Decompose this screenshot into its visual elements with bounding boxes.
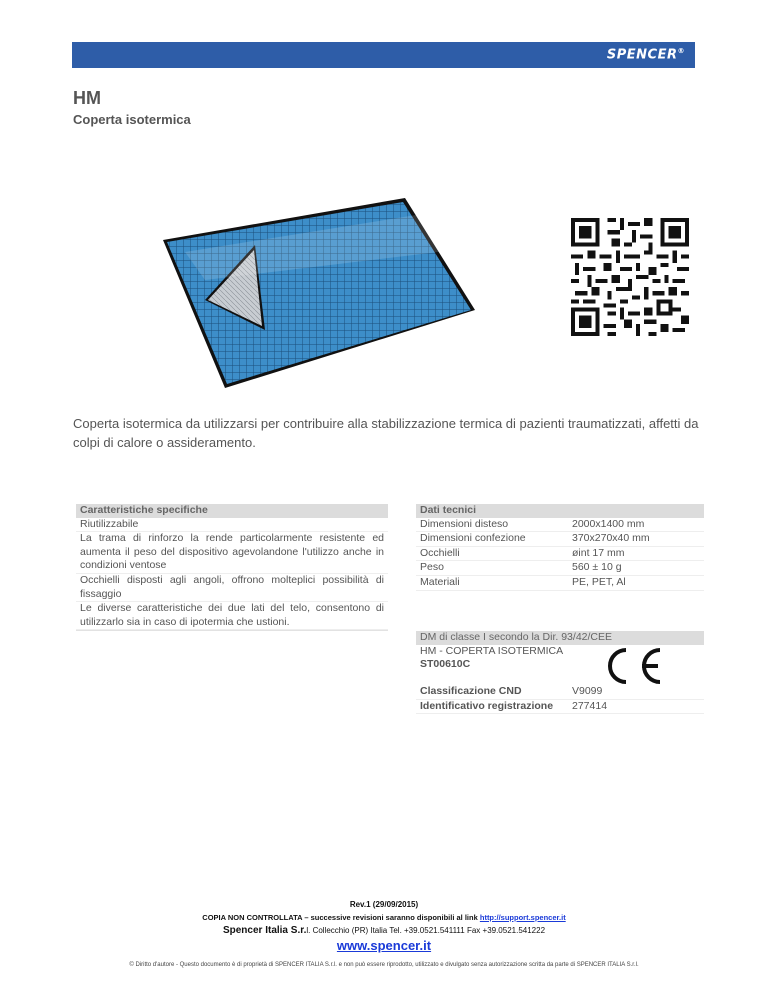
table-row xyxy=(416,518,704,532)
copyright-notice: © Diritto d'autore - Questo documento è di proprietà di SPENCER ITALIA S.r.l. e non può essere riprodotto, utilizzato e divulgato senza autorizzazione scritta da parte di SPENCER ITALIA S.r.l. xyxy=(129,962,639,968)
classification-table xyxy=(416,685,704,714)
product-name: Coperta isotermica xyxy=(73,112,191,127)
website-block xyxy=(0,938,768,953)
product-line: HM - COPERTA ISOTERMICA xyxy=(420,644,564,657)
features-title: Caratteristiche specifiche xyxy=(76,504,388,518)
header-banner xyxy=(72,42,695,68)
support-link[interactable]: http://support.spencer.it xyxy=(479,913,566,922)
spec-value: 2000x1400 mm xyxy=(568,518,704,532)
spec-label: Dimensioni disteso xyxy=(416,518,568,532)
spec-value: PE, PET, Al xyxy=(568,575,704,590)
technical-data-table xyxy=(416,518,704,591)
table-row xyxy=(416,699,704,714)
spec-value: 370x270x40 mm xyxy=(568,532,704,547)
feature-item: Le diverse caratteristiche dei due lati del telo, consentono di utilizzarlo sia in caso di ipotermia che ustioni. xyxy=(76,602,388,630)
features-box xyxy=(76,504,388,631)
article-code: ST00610C xyxy=(420,658,471,671)
product-description: Coperta isotermica da utilizzarsi per contribuire alla stabilizzazione termica di pazienti traumatizzati, affetti da colpi di calore o assideramento. xyxy=(73,416,699,450)
classification-value: V9099 xyxy=(568,685,704,699)
feature-item: La trama di rinforzo la rende particolarmente resistente ed aumenta il peso del dispositivo agevolandone l'utilizzo anche in condizioni ventose xyxy=(76,532,388,574)
spec-value: øint 17 mm xyxy=(568,546,704,561)
table-row xyxy=(416,685,704,699)
blanket-photo xyxy=(155,190,485,390)
website-link[interactable]: www.spencer.it xyxy=(336,938,432,953)
product-code: HM xyxy=(73,88,101,108)
company-name: Spencer Italia S.r. xyxy=(222,925,307,936)
feature-item: Occhielli disposti agli angoli, offrono molteplici possibilità di fissaggio xyxy=(76,574,388,602)
spec-label: Occhielli xyxy=(416,546,568,561)
spec-label: Materiali xyxy=(416,575,568,590)
spec-label: Dimensioni confezione xyxy=(416,532,568,547)
table-row xyxy=(416,546,704,561)
qr-code xyxy=(565,218,695,336)
spec-label: Peso xyxy=(416,561,568,576)
table-row xyxy=(416,575,704,590)
spec-value: 560 ± 10 g xyxy=(568,561,704,576)
table-row xyxy=(416,561,704,576)
uncontrolled-copy-notice: COPIA NON CONTROLLATA – successive revisioni saranno disponibili al link http://support.spencer.it xyxy=(202,913,566,922)
regulatory-title: DM di classe I secondo la Dir. 93/42/CEE xyxy=(416,631,704,645)
classification-box xyxy=(416,685,704,714)
classification-label: Identificativo registrazione xyxy=(416,699,568,714)
spencer-logo: SPENCER® xyxy=(606,47,685,63)
ce-mark-icon xyxy=(598,646,664,686)
table-row xyxy=(416,532,704,547)
classification-value: 277414 xyxy=(568,699,704,714)
classification-label: Classificazione CND xyxy=(416,685,568,699)
feature-item: Riutilizzabile xyxy=(76,518,388,533)
technical-data-title: Dati tecnici xyxy=(416,504,704,518)
revision-label: Rev.1 (29/09/2015) xyxy=(349,900,419,909)
company-details: Spencer Italia S.r.l. Collecchio (PR) Italia Tel. +39.0521.541111 Fax +39.0521.541222 xyxy=(222,925,546,936)
technical-data-box xyxy=(416,504,704,591)
